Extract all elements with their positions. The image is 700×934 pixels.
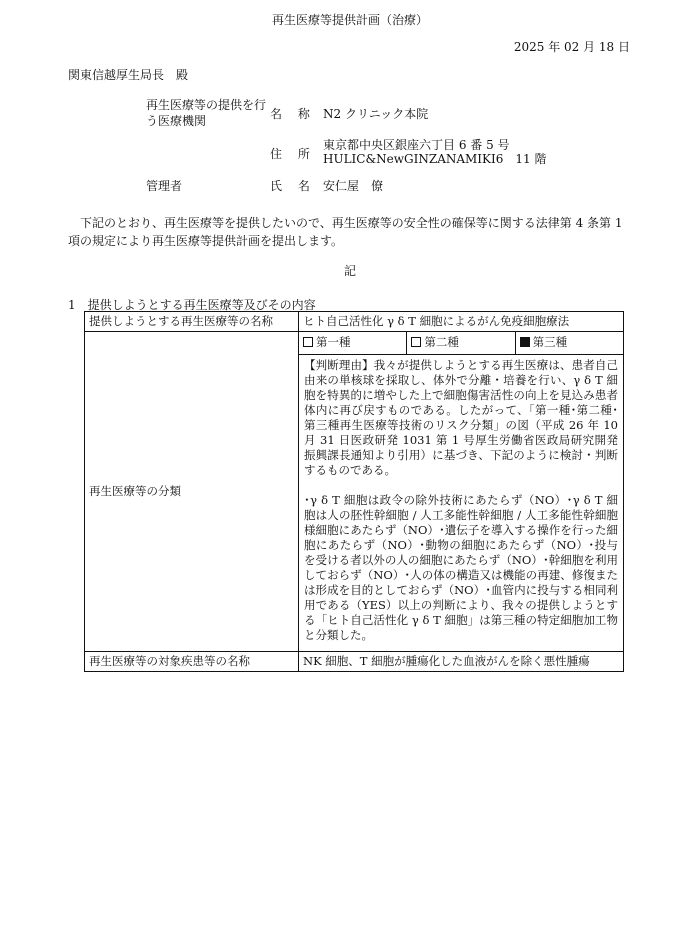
checkbox-empty-icon: [303, 337, 313, 347]
institution-address-line1: 東京都中央区銀座六丁目 6 番 5 号: [323, 138, 510, 152]
institution-address-line2: HULIC&NewGINZANAMIKI6 11 階: [323, 152, 547, 166]
option-label: 第二種: [424, 335, 459, 349]
document-title: 再生医療等提供計画（治療）: [271, 13, 428, 27]
table-row: [85, 652, 624, 672]
therapy-name-value: ヒト自己活性化 γ δ T 細胞によるがん免疫細胞療法: [299, 312, 624, 332]
addressee: 関東信越厚生局長 殿: [68, 68, 189, 82]
manager-name-label: 氏 名: [270, 179, 316, 193]
option-label: 第三種: [532, 335, 568, 349]
institution-name-label: 名 称: [270, 107, 316, 121]
checkbox-empty-icon: [411, 337, 421, 347]
reason-paragraph-2: ･γ δ T 細胞は政令の除外技術にあたらず（NO）･γ δ T 細胞は人の胚性幹細胞 / 人工多能性幹細胞 / 人工多能性幹細胞様細胞にあたらず（NO）･遺伝子を導入する操作を行った細胞にあたらず（NO）･動物の細胞にあたらず（NO）･投与を受ける者以外の人の細胞にあたらず（NO）･幹細胞を利用しておらず（NO）･人の体の構造又は機能の再建、修復または形成を目的としておらず（NO）･血管内に投与する相同利用である（YES）以上の判断により、我々の提供しようとする「ヒト自己活性化 γ δ T 細胞」は第三種の特定細胞加工物と分類した。: [304, 493, 618, 642]
table-row: [85, 312, 624, 332]
target-disease-label: 再生医療等の対象疾患等の名称: [85, 652, 299, 672]
ki-marker: 記: [343, 264, 356, 278]
option-class-1[interactable]: [299, 332, 406, 354]
classification-options: [299, 332, 623, 355]
section-1-heading: 1 提供しようとする再生医療等及びその内容: [68, 298, 316, 312]
intro-paragraph: 下記のとおり、再生医療等を提供したいので、再生医療等の安全性の確保等に関する法律第 4 条第 1 項の規定により再生医療等提供計画を提出します。: [68, 216, 623, 248]
classification-label: 再生医療等の分類: [85, 332, 299, 652]
option-class-2[interactable]: [406, 332, 514, 354]
institution-address-label: 住 所: [270, 147, 316, 161]
option-label: 第一種: [316, 335, 351, 349]
classification-reason: [299, 355, 623, 651]
manager-name-value: 安仁屋 僚: [323, 179, 384, 193]
classification-cell: [299, 332, 624, 652]
therapy-name-label: 提供しようとする再生医療等の名称: [85, 312, 299, 332]
plan-table: [84, 311, 624, 672]
institution-section-label: 再生医療等の提供を行う医療機関: [146, 98, 267, 128]
table-row: [85, 332, 624, 652]
target-disease-value: NK 細胞、T 細胞が腫瘍化した血液がんを除く悪性腫瘍: [299, 652, 624, 672]
institution-name-value: N2 クリニック本院: [323, 107, 429, 121]
submission-date: 2025 年 02 月 18 日: [513, 40, 630, 54]
manager-section-label: 管理者: [146, 179, 183, 193]
reason-paragraph-1: 【判断理由】我々が提供しようとする再生医療は、患者自己由来の単核球を採取し、体外で分離・培養を行い、γ δ T 細胞を特異的に増やした上で細胞傷害活性の向上を見込み患者体内に再び戻すものである。したがって、｢第一種･第二種･第三種再生医療等技術のリスク分類」の図（平成 26 年 10 月 31 日医政研発 1031 第 1 号厚生労働省医政局研究開発振興課長通知より引用）に基づき、下記のように検討・判断するものである。: [304, 358, 618, 477]
option-class-3[interactable]: [515, 332, 623, 354]
checkbox-filled-icon: [520, 337, 530, 347]
